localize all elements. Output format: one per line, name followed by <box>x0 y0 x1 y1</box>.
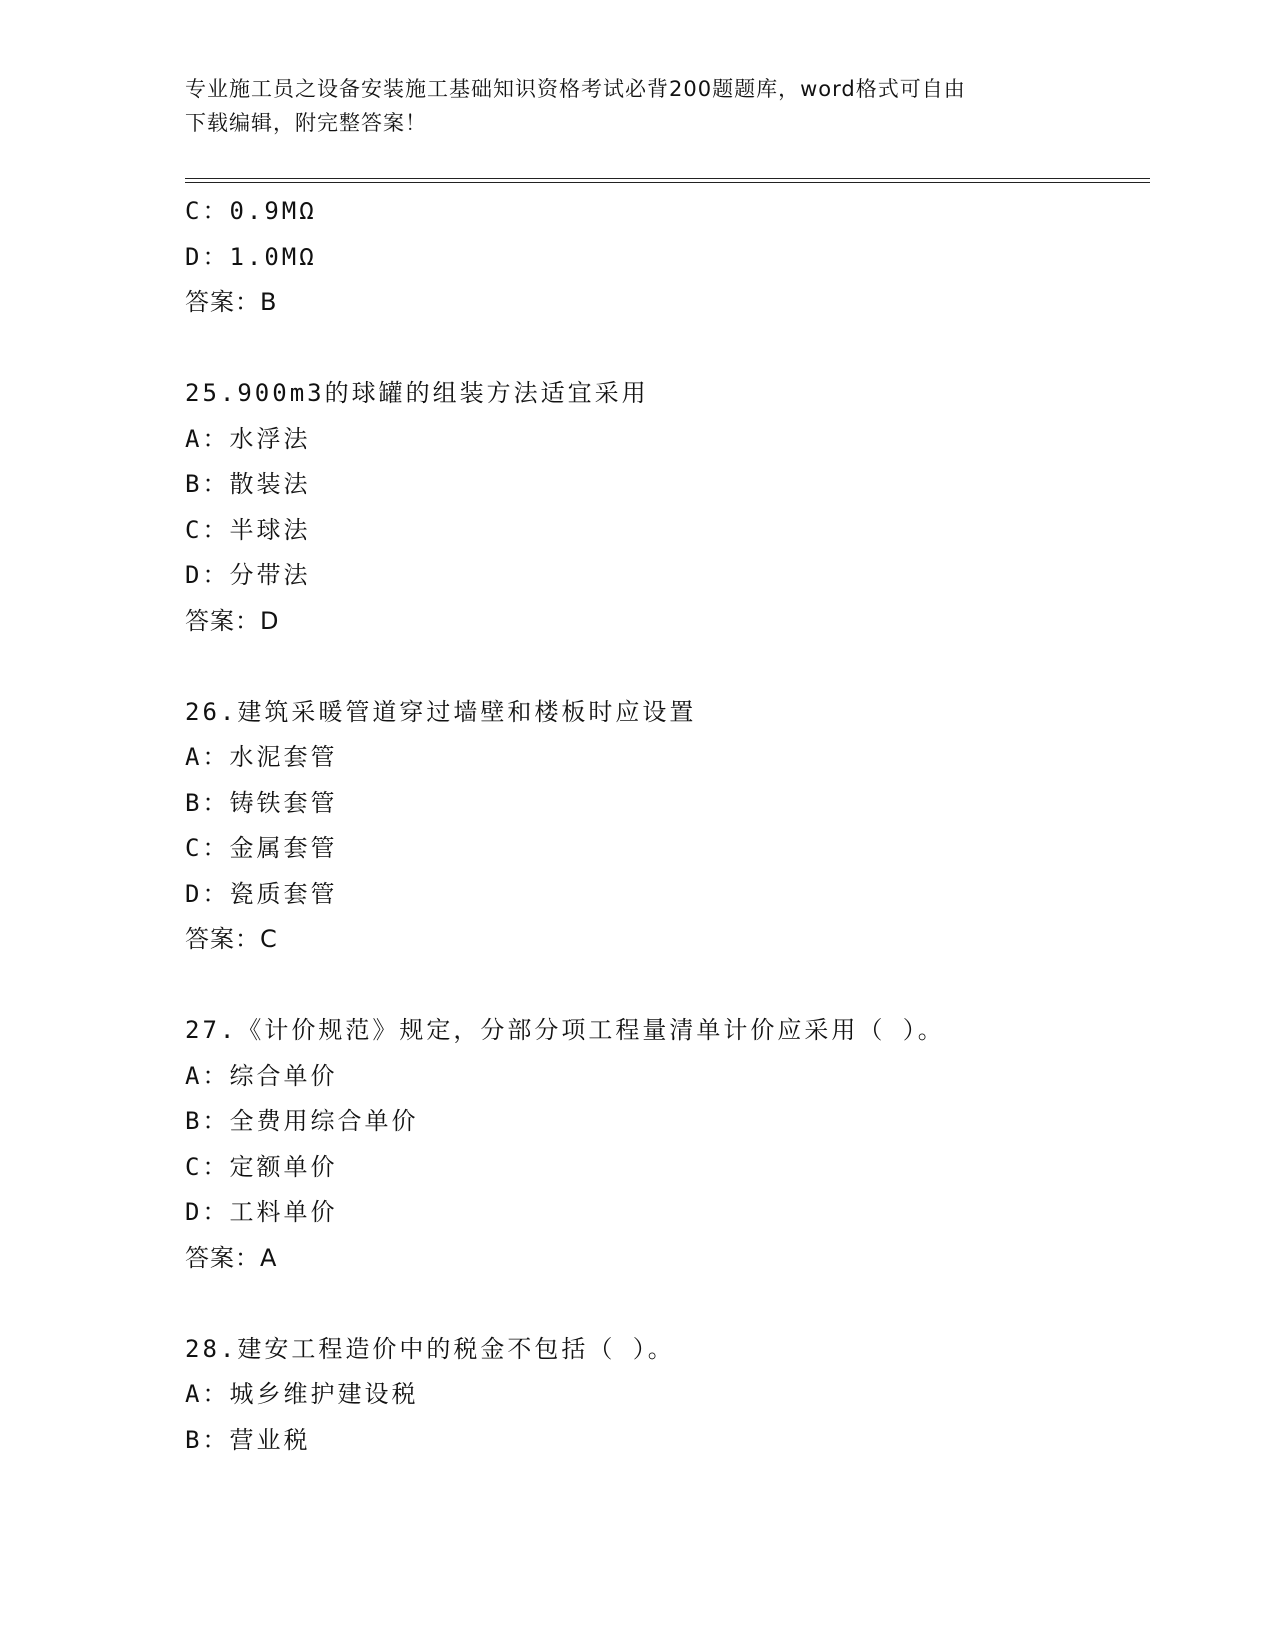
document-header <box>185 72 1065 140</box>
question-stem: 27.《计价规范》规定，分部分项工程量清单计价应采用（ ）。 <box>185 1016 945 1044</box>
answer-line: 答案：A <box>185 1243 278 1272</box>
option-b: B：散装法 <box>185 470 311 498</box>
spacer <box>185 963 1150 1009</box>
option-b: B：营业税 <box>185 1425 311 1454</box>
question-block-27 <box>185 1008 1150 1281</box>
question-block-28 <box>185 1327 1150 1464</box>
header-divider-top <box>185 178 1150 179</box>
question-stem: 26.建筑采暖管道穿过墙壁和楼板时应设置 <box>185 697 697 726</box>
option-a: A：水浮法 <box>185 424 311 453</box>
option-d: D：工料单价 <box>185 1198 338 1226</box>
question-stem: 28.建安工程造价中的税金不包括（ ）。 <box>185 1334 675 1363</box>
option-d: D：瓷质套管 <box>185 879 338 908</box>
question-block-26 <box>185 690 1150 963</box>
option-d: D：分带法 <box>185 561 311 589</box>
option-a: A：城乡维护建设税 <box>185 1380 419 1408</box>
question-list <box>185 189 1150 1463</box>
option-b: B：铸铁套管 <box>185 788 338 817</box>
option-a: A：水泥套管 <box>185 743 338 771</box>
answer-line: 答案：D <box>185 606 280 635</box>
answer-line: 答案：B <box>185 288 278 316</box>
option-c: C：0.9MΩ <box>185 197 317 225</box>
spacer <box>185 326 1150 372</box>
header-line-1: 专业施工员之设备安装施工基础知识资格考试必背200题题库，word格式可自由 <box>185 77 966 101</box>
header-divider-bottom <box>185 182 1150 183</box>
question-stem: 25.900m3的球罐的组装方法适宜采用 <box>185 379 649 407</box>
spacer <box>185 644 1150 690</box>
option-d: D：1.0MΩ <box>185 242 317 271</box>
option-c: C：定额单价 <box>185 1152 338 1181</box>
option-a: A：综合单价 <box>185 1061 338 1090</box>
option-c: C：半球法 <box>185 515 311 544</box>
option-c: C：金属套管 <box>185 834 338 862</box>
question-block-25 <box>185 371 1150 644</box>
header-line-2: 下载编辑，附完整答案！ <box>185 111 427 135</box>
answer-line: 答案：C <box>185 925 278 953</box>
question-block-prev <box>185 189 1150 326</box>
spacer <box>185 1281 1150 1327</box>
option-b: B：全费用综合单价 <box>185 1107 419 1135</box>
